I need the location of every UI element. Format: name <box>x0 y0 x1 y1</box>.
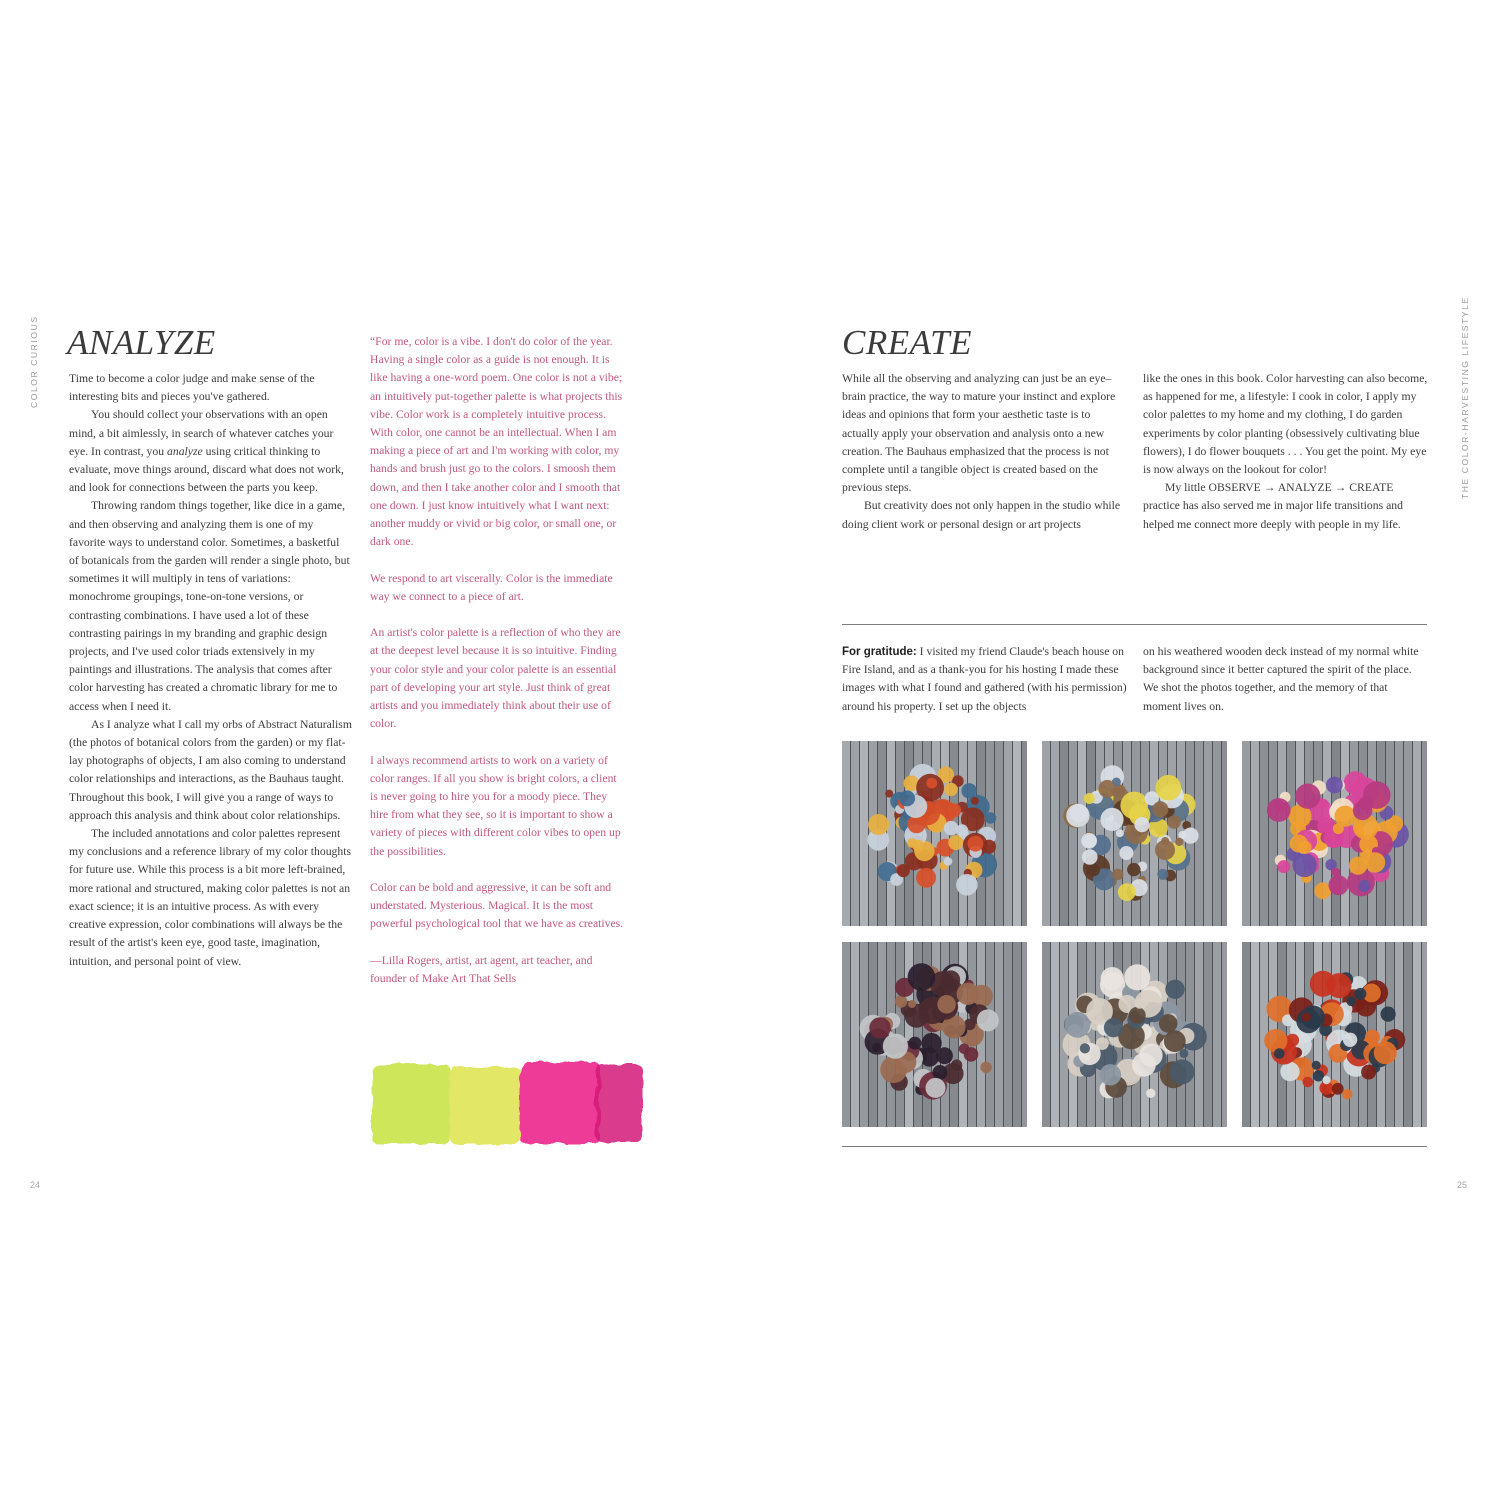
watercolor-swatches <box>368 1058 648 1150</box>
quote-paragraph-1: “For me, color is a vibe. I don't do color of the year. Having a single color as a guide is not enough. It is like having a one-word poem. One color is not a vibe; an intuitively put-together palette is what projects this vibe. Color work is a completely intuitive process. With color, one cannot be an intellectual. When I am making a piece of art and I'm working with color, my hands and brush just go to the colors. I smoosh them down, and then I take another color and I smooth that one down. I just know intuitively what I want next: another muddy or vivid or big color, or small one, or dark one. <box>370 335 623 549</box>
analyze-emphasis: analyze <box>167 444 203 458</box>
heading-analyze: ANALYZE <box>67 323 216 362</box>
analyze-paragraph-3: Throwing random things together, like dice in a game, and then observing and analyzing them is one of my favorite ways to understand color. Sometimes, a basketful of botanicals from the garden will render a single photo, but sometimes it will multiply in tens of variations: monochrome groupings, tone-on-tone versions, or contrasting combinations. I have used a lot of these contrasting pairings in my branding and graphic design projects, and I've used color triads extensively in my paintings and illustrations. The analysis that comes after color harvesting has created a chromatic library for me to access when I need it. <box>69 499 350 713</box>
analyze-paragraph-4: As I analyze what I call my orbs of Abstract Naturalism (the photos of botanical colors from the garden) or my flat-lay photographs of objects, I am also coming to understand color relationships and interactions, as the Bauhaus taught. Throughout this book, I will give you a range of ways to approach this analysis and think about color relationships. <box>69 717 352 822</box>
analyze-paragraph-5: The included annotations and color palettes represent my conclusions and a reference library of my color thoughts for future use. While this process is a bit more left-brained, more rational and structured, making color palettes is not an exact science; it is an intuitive process. As with every creative expression, color combinations will always be the result of the artist's keen eye, good taste, imagination, intuition, and personal point of view. <box>69 827 352 968</box>
caption-text-2: on his weathered wooden deck instead of my normal white background since it better captured the spirit of the place. We shot the photos together, and the memory of that moment lives on. <box>1143 645 1419 713</box>
quote-attribution: —Lilla Rogers, artist, art agent, art teacher, and founder of Make Art That Sells <box>370 953 593 986</box>
divider-bottom <box>842 1146 1427 1147</box>
create-column-1 <box>842 370 1127 534</box>
create-paragraph-2: But creativity does not only happen in the studio while doing client work or personal design or art projects <box>842 499 1121 531</box>
running-head-left: COLOR CURIOUS <box>29 315 39 408</box>
caption-label: For gratitude: <box>842 646 917 658</box>
analyze-body-text <box>69 370 352 971</box>
analyze-paragraph-1: Time to become a color judge and make sense of the interesting bits and pieces you've gathered. <box>69 372 315 404</box>
create-paragraph-1: While all the observing and analyzing can just be an eye–brain practice, the way to mature your instinct and explore ideas and opinions that form your aesthetic taste is to actually apply your observation and analysis onto a new creation. The Bauhaus emphasized that the process is not complete until a tangible object is created based on the previous steps. <box>842 372 1116 495</box>
swatch-magenta <box>520 1062 600 1144</box>
photo-pinecone-shells-orb <box>1042 741 1227 926</box>
running-head-right: THE COLOR-HARVESTING LIFESTYLE <box>1460 296 1470 499</box>
photo-seashells-orb <box>1042 942 1227 1127</box>
page-number-right: 25 <box>1457 1180 1468 1190</box>
quote-paragraph-5: Color can be bold and aggressive, it can be soft and understated. Mysterious. Magical. It is the most powerful psychological tool that we have as creatives. <box>370 881 624 931</box>
create-paragraph-4: My little OBSERVE → ANALYZE → CREATE practice has also served me in major life transitions and helped me connect more deeply with people in my life. <box>1143 481 1403 531</box>
photo-orange-blue-shells-orb <box>842 741 1027 926</box>
heading-create: CREATE <box>842 323 973 362</box>
caption-column-1 <box>842 643 1127 716</box>
swatch-yellow-green <box>450 1066 520 1144</box>
swatch-deep-pink <box>596 1064 642 1142</box>
page-number-left: 24 <box>30 1180 41 1190</box>
swatch-lime <box>372 1064 450 1144</box>
analyze-paragraph-2: You should collect your observations with an open mind, a bit aimlessly, in search of whatever catches your eye. In contrast, you analyze using critical thinking to evaluate, move things around, discard what does not work, and look for connections between the parts you keep. <box>69 408 344 495</box>
photo-pink-flowers-orb <box>1242 741 1427 926</box>
divider-top <box>842 624 1427 625</box>
quote-paragraph-3: An artist's color palette is a reflection of who they are at the deepest level because it is so intuitive. Finding your color style and your color palette is an essential part of developing your art style. Just think of great artists and you immediately think about their use of color. <box>370 626 621 731</box>
pull-quote <box>370 333 625 1006</box>
photo-dark-berries-orb <box>842 942 1027 1127</box>
caption-text-1: For gratitude: I visited my friend Claude's beach house on Fire Island, and as a thank-you for his hosting I made these images with what I found and gathered (with his permission) around his property. I set up the objects <box>842 645 1127 713</box>
quote-paragraph-2: We respond to art viscerally. Color is the immediate way we connect to a piece of art. <box>370 571 613 603</box>
caption-column-2 <box>1143 643 1428 716</box>
quote-paragraph-4: I always recommend artists to work on a variety of color ranges. If all you show is bright colors, a client is never going to hire you for a moody piece. They hire from what they see, so it is important to show a variety of pieces with different color vibes to open up the possibilities. <box>370 753 621 858</box>
create-column-2 <box>1143 370 1428 534</box>
photo-red-berries-orb <box>1242 942 1427 1127</box>
create-paragraph-3: like the ones in this book. Color harvesting can also become, as happened for me, a lifestyle: I cook in color, I apply my color palettes to my home and my clothing, I do garden experiments by color planting (obsessively cultivating blue flowers), I do flower bouquets . . . You get the point. My eye is now always on the lookout for color! <box>1143 372 1428 477</box>
